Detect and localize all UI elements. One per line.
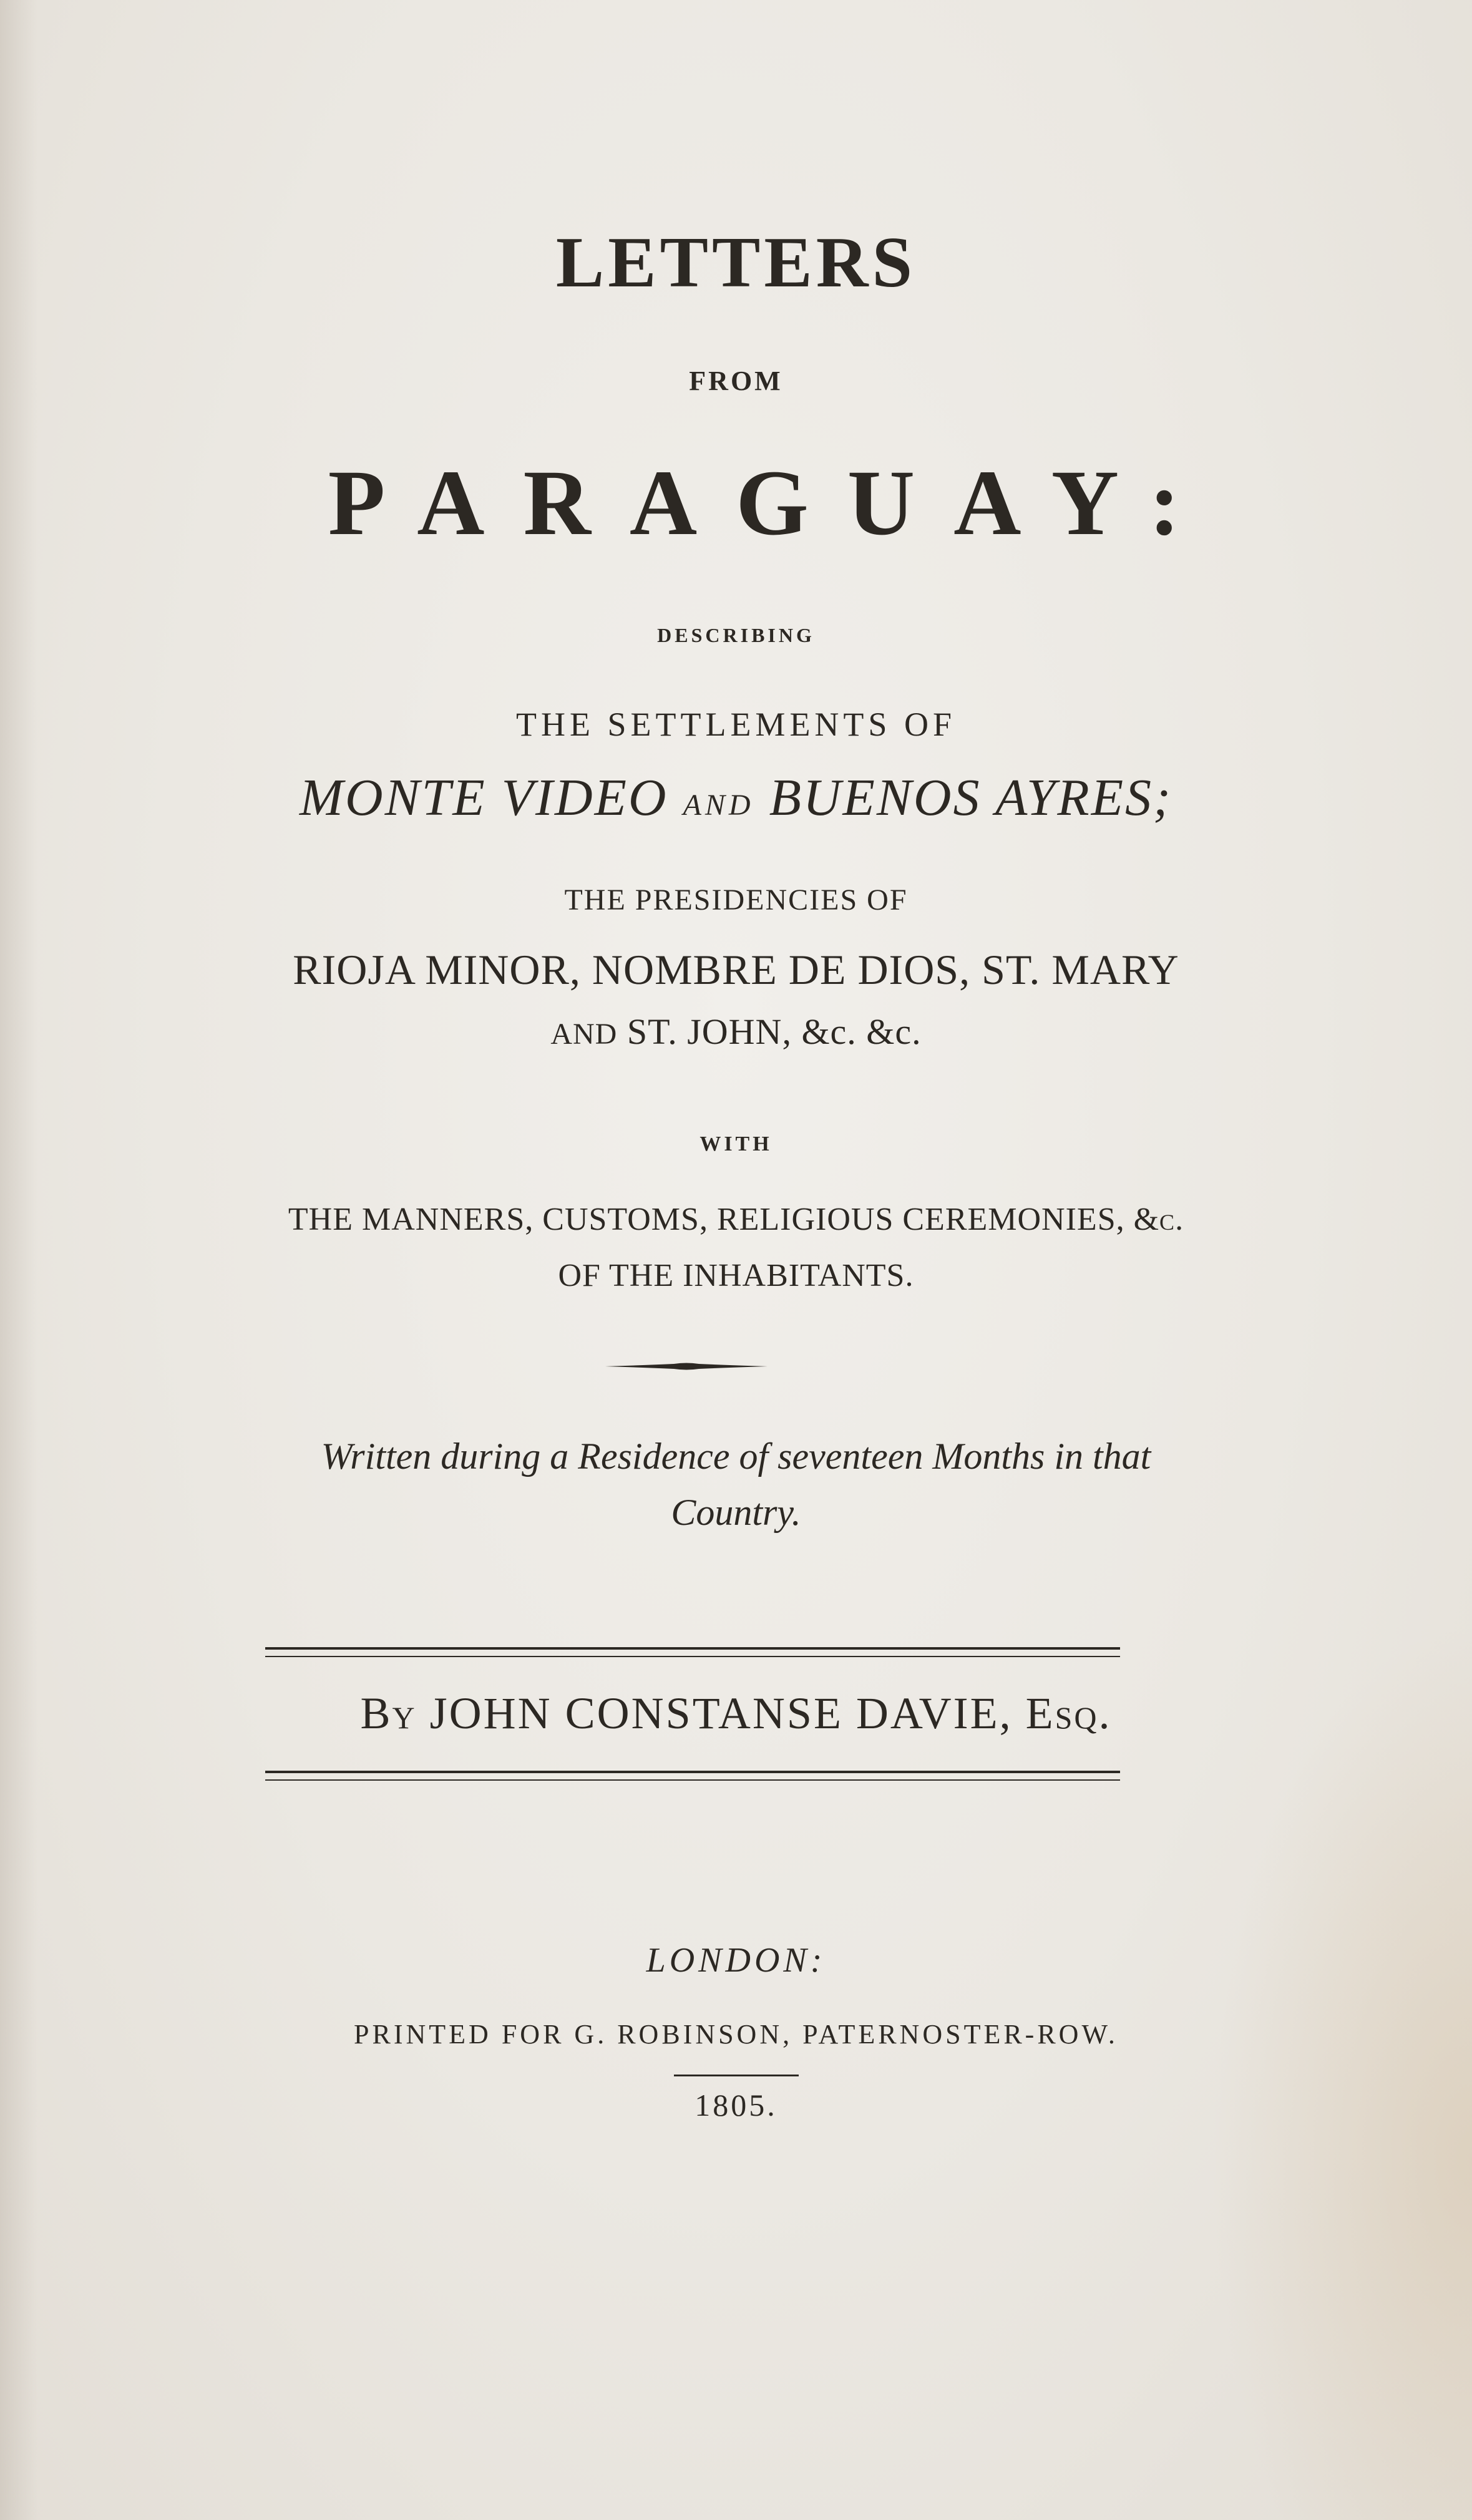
imprint-city: LONDON: xyxy=(646,1941,826,1980)
with-label: WITH xyxy=(699,1132,773,1155)
monte-video-line xyxy=(0,767,1472,828)
inhabitants-line: OF THE INHABITANTS. xyxy=(558,1258,914,1293)
presidencies-line: THE PRESIDENCIES OF xyxy=(564,883,908,917)
imprint-year: 1805. xyxy=(695,2088,777,2123)
author-by-text: By xyxy=(360,1688,417,1738)
rioja-line: RIOJA MINOR, NOMBRE DE DIOS, ST. MARY xyxy=(293,946,1179,993)
double-rule-bottom xyxy=(265,1771,1120,1781)
author-name-text: JOHN CONSTANSE DAVIE, xyxy=(416,1688,1026,1738)
flourish-divider-icon xyxy=(605,1360,768,1373)
st-john-rest-text: ST. JOHN, &c. &c. xyxy=(617,1011,922,1052)
monte-video-text: MONTE VIDEO xyxy=(299,769,683,827)
manners-line: THE MANNERS, CUSTOMS, RELIGIOUS CEREMONIES, &c. xyxy=(288,1202,1184,1237)
describing-label: DESCRIBING xyxy=(657,624,815,646)
author-line xyxy=(0,1688,1472,1739)
written-line-2: Country. xyxy=(671,1492,801,1533)
author-esq-text: Esq. xyxy=(1025,1688,1112,1738)
monte-and-text: AND xyxy=(683,789,754,822)
settlements-line: THE SETTLEMENTS OF xyxy=(516,706,956,743)
written-line-1: Written during a Residence of seventeen Months in that xyxy=(321,1436,1151,1477)
title-from: FROM xyxy=(689,366,783,396)
st-john-and-text: AND xyxy=(550,1018,618,1051)
title-paraguay: PARAGUAY: xyxy=(328,451,1219,555)
imprint-printer: PRINTED FOR G. ROBINSON, PATERNOSTER-ROW. xyxy=(354,2019,1118,2050)
imprint-rule xyxy=(674,2075,799,2076)
title-letters: LETTERS xyxy=(555,223,917,303)
buenos-ayres-text: BUENOS AYRES; xyxy=(754,769,1173,827)
foxing-stain xyxy=(1210,1622,1472,2520)
st-john-line xyxy=(0,1011,1472,1053)
double-rule-top xyxy=(265,1647,1120,1657)
